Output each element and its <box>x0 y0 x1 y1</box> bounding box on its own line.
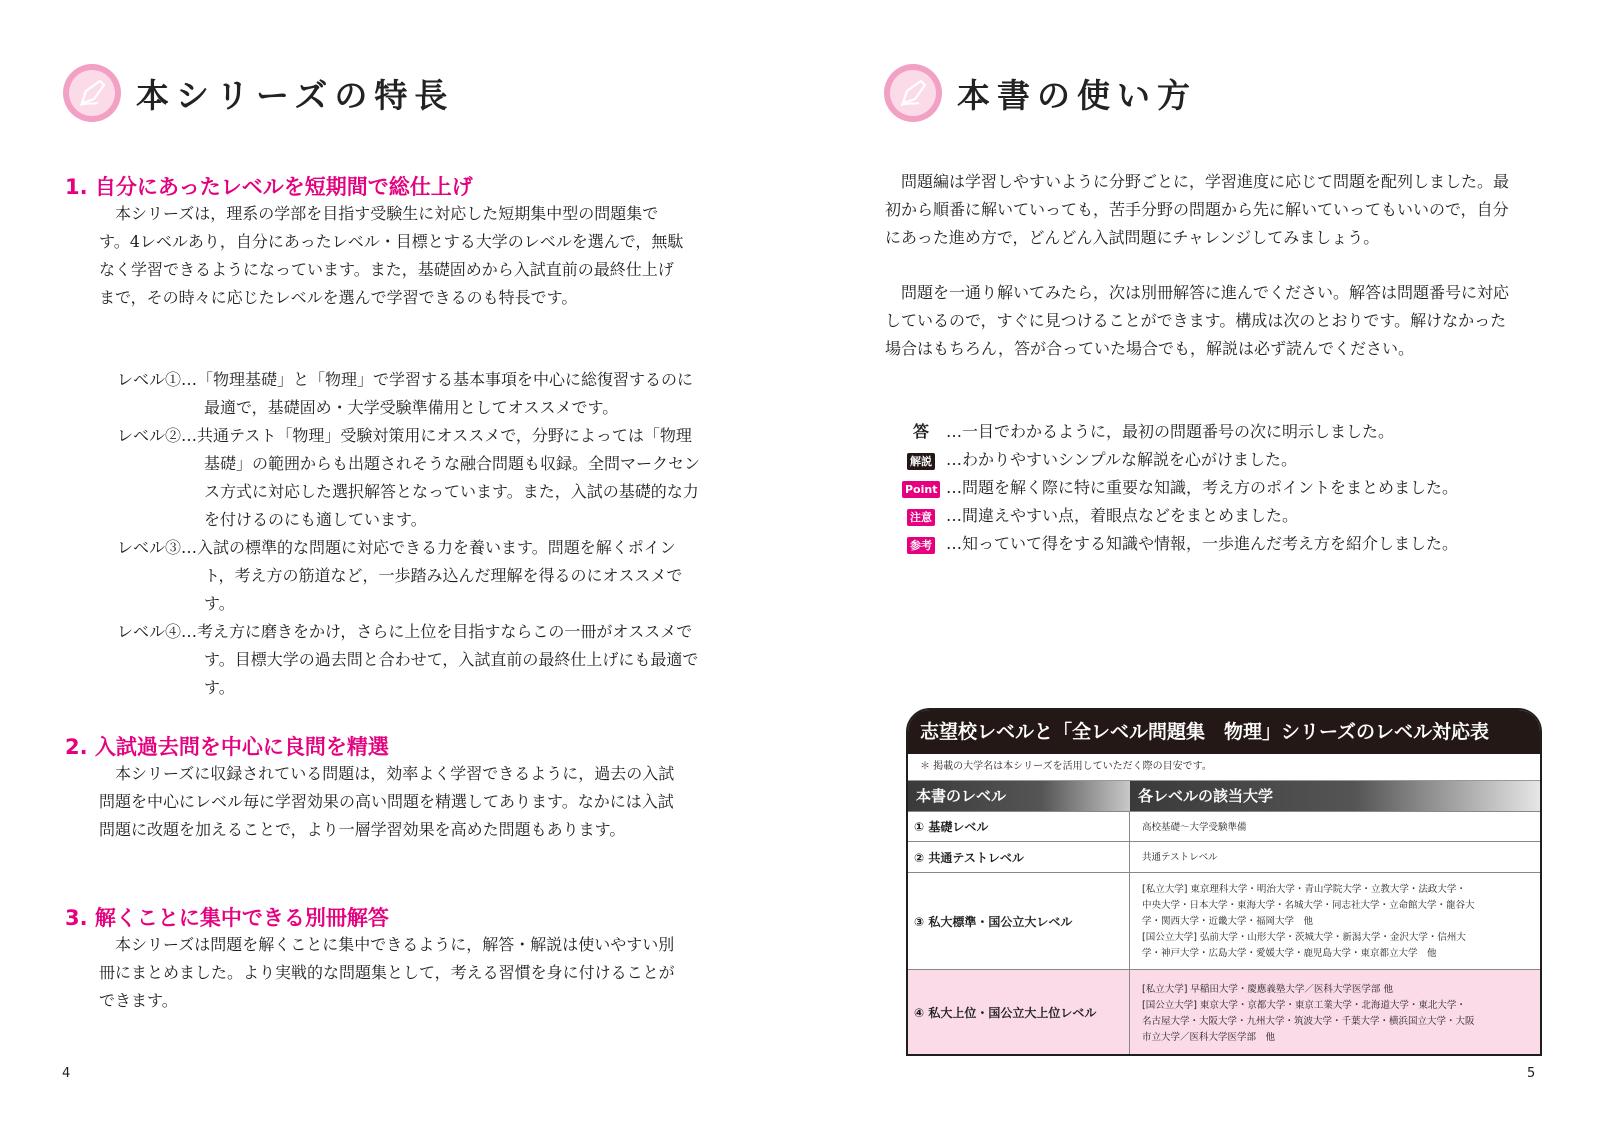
row-universities <box>1130 970 1540 1055</box>
table-row <box>908 872 1540 969</box>
reference-tag: 参考 <box>907 537 935 554</box>
university-line: [国公立大学] 東京大学・京都大学・東京工業大学・北海道大学・東北大学・ <box>1142 999 1466 1011</box>
legend-list <box>902 418 1458 558</box>
page-number-left: 4 <box>62 1066 71 1081</box>
university-line: [国公立大学] 弘前大学・山形大学・茨城大学・新潟大学・金沢大学・信州大 <box>1142 932 1466 943</box>
level-item-3: レベル③…入試の標準的な問題に対応できる力を養います。問題を解くポイント，考え方の筋道など，一歩踏み込んだ理解を得るのにオススメです。 <box>117 538 683 613</box>
section-paragraph-3: 本シリーズは問題を解くことに集中できるように，解答・解説は使いやすい別冊にまとめました。より実戦的な問題集として，考える習慣を身に付けることができます。 <box>99 935 675 1010</box>
title-badge-right <box>884 64 942 122</box>
column-header-level: 本書のレベル <box>908 781 1130 811</box>
legend-answer <box>902 418 1458 446</box>
section-paragraph-2: 本シリーズに収録されている問題は，効率よく学習できるように，過去の入試問題を中心にレベル毎に学習効果の高い問題を精選してあります。なかには入試問題に改題を加えることで，より一層学習効果を高めた問題もあります。 <box>99 764 675 839</box>
pen-icon <box>897 77 929 109</box>
section-paragraph-1: 本シリーズは，理系の学部を目指す受験生に対応した短期集中型の問題集です。4レベルあり，自分にあったレベル・目標とする大学のレベルを選んで，無駄なく学習できるようになっています。また，基礎固めから入試直前の最終仕上げまで，その時々に応じたレベルを選んで学習できるのも特長です。 <box>99 204 684 307</box>
page-number-right: 5 <box>1527 1066 1536 1081</box>
section-heading-3: 3. 解くことに集中できる別冊解答 <box>65 906 389 930</box>
row-universities <box>1130 873 1540 969</box>
table-note: ＊ 掲載の大学名は本シリーズを活用していただく際の目安です。 <box>908 754 1540 781</box>
caution-tag: 注意 <box>907 509 935 526</box>
legend-point <box>902 474 1458 502</box>
table-row <box>908 811 1540 841</box>
answer-label: 答 <box>912 422 929 441</box>
legend-reference <box>902 530 1458 558</box>
title-badge-left <box>63 64 121 122</box>
university-line: 高校基礎～大学受験準備 <box>1142 821 1247 833</box>
legend-explanation <box>902 446 1458 474</box>
table-column-headers <box>908 781 1540 811</box>
explanation-tag: 解説 <box>907 453 935 470</box>
university-line: 学・神戸大学・広島大学・愛媛大学・鹿児島大学・東京都立大学 他 <box>1142 948 1437 959</box>
level-item-1: レベル①…「物理基礎」と「物理」で学習する基本事項を中心に総復習するのに最適で，基礎固め・大学受験準備用としてオススメです。 <box>117 370 694 417</box>
table-row <box>908 841 1540 872</box>
row-level: ④ 私大上位・国公立大上位レベル <box>908 970 1130 1055</box>
row-level: ② 共通テストレベル <box>908 842 1130 872</box>
legend-caution <box>902 502 1458 530</box>
pen-icon <box>76 77 108 109</box>
legend-text: …わかりやすいシンプルな解説を心がけました。 <box>946 450 1297 469</box>
row-level: ③ 私大標準・国公立大レベル <box>908 873 1130 969</box>
section-heading-2: 2. 入試過去問を中心に良問を精選 <box>65 735 389 759</box>
legend-text: …間違えやすい点，着眼点などをまとめました。 <box>946 506 1299 525</box>
page-title-left: 本シリーズの特長 <box>136 76 455 115</box>
table-title: 志望校レベルと「全レベル問題集 物理」シリーズのレベル対応表 <box>908 710 1540 754</box>
row-universities <box>1130 842 1540 872</box>
row-universities <box>1130 812 1540 841</box>
legend-text: …問題を解く際に特に重要な知識，考え方のポイントをまとめました。 <box>946 478 1459 497</box>
university-line: 市立大学／医科大学医学部 他 <box>1142 1031 1276 1043</box>
level-item-4: レベル④…考え方に磨きをかけ，さらに上位を目指すならこの一冊がオススメです。目標大学の過去問と合わせて，入試直前の最終仕上げにも最適です。 <box>117 622 699 697</box>
usage-paragraph-1: 問題編は学習しやすいように分野ごとに，学習進度に応じて問題を配列しました。最初から順番に解いていっても，苦手分野の問題から先に解いていってもいいので，自分にあった進め方で，どんどん入試問題にチャレンジしてみましょう。 <box>885 172 1510 247</box>
level-correspondence-table <box>906 708 1542 1056</box>
point-tag: Point <box>902 481 940 498</box>
university-line: [私立大学] 早稲田大学・慶應義塾大学／医科大学医学部 他 <box>1142 983 1393 995</box>
table-row <box>908 969 1540 1055</box>
section-heading-1: 1. 自分にあったレベルを短期間で総仕上げ <box>65 175 473 199</box>
row-level: ① 基礎レベル <box>908 812 1130 841</box>
university-line: 共通テストレベル <box>1142 852 1218 863</box>
usage-paragraph-2: 問題を一通り解いてみたら，次は別冊解答に進んでください。解答は問題番号に対応しているので，すぐに見つけることができます。構成は次のとおりです。解けなかった場合はもちろん，答が合っていた場合でも，解説は必ず読んでください。 <box>885 283 1510 358</box>
level-list <box>117 366 702 702</box>
legend-text: …知っていて得をする知識や情報，一歩進んだ考え方を紹介しました。 <box>946 534 1459 553</box>
column-header-universities: 各レベルの該当大学 <box>1130 781 1540 811</box>
university-line: 学・関西大学・近畿大学・福岡大学 他 <box>1142 916 1314 927</box>
university-line: 中央大学・日本大学・東海大学・名城大学・同志社大学・立命館大学・龍谷大 <box>1142 900 1475 911</box>
level-item-2: レベル②…共通テスト「物理」受験対策用にオススメで，分野によっては「物理基礎」の範囲からも出題されそうな融合問題も収録。全問マークセンス方式に対応した選択解答となっています。また，入試の基礎的な力を付けるのにも適しています。 <box>117 426 701 529</box>
university-line: [私立大学] 東京理科大学・明治大学・青山学院大学・立教大学・法政大学・ <box>1142 884 1466 895</box>
university-line: 名古屋大学・大阪大学・九州大学・筑波大学・千葉大学・横浜国立大学・大阪 <box>1142 1015 1475 1027</box>
legend-text: …一目でわかるように，最初の問題番号の次に明示しました。 <box>946 422 1395 441</box>
page-title-right: 本書の使い方 <box>957 76 1197 115</box>
